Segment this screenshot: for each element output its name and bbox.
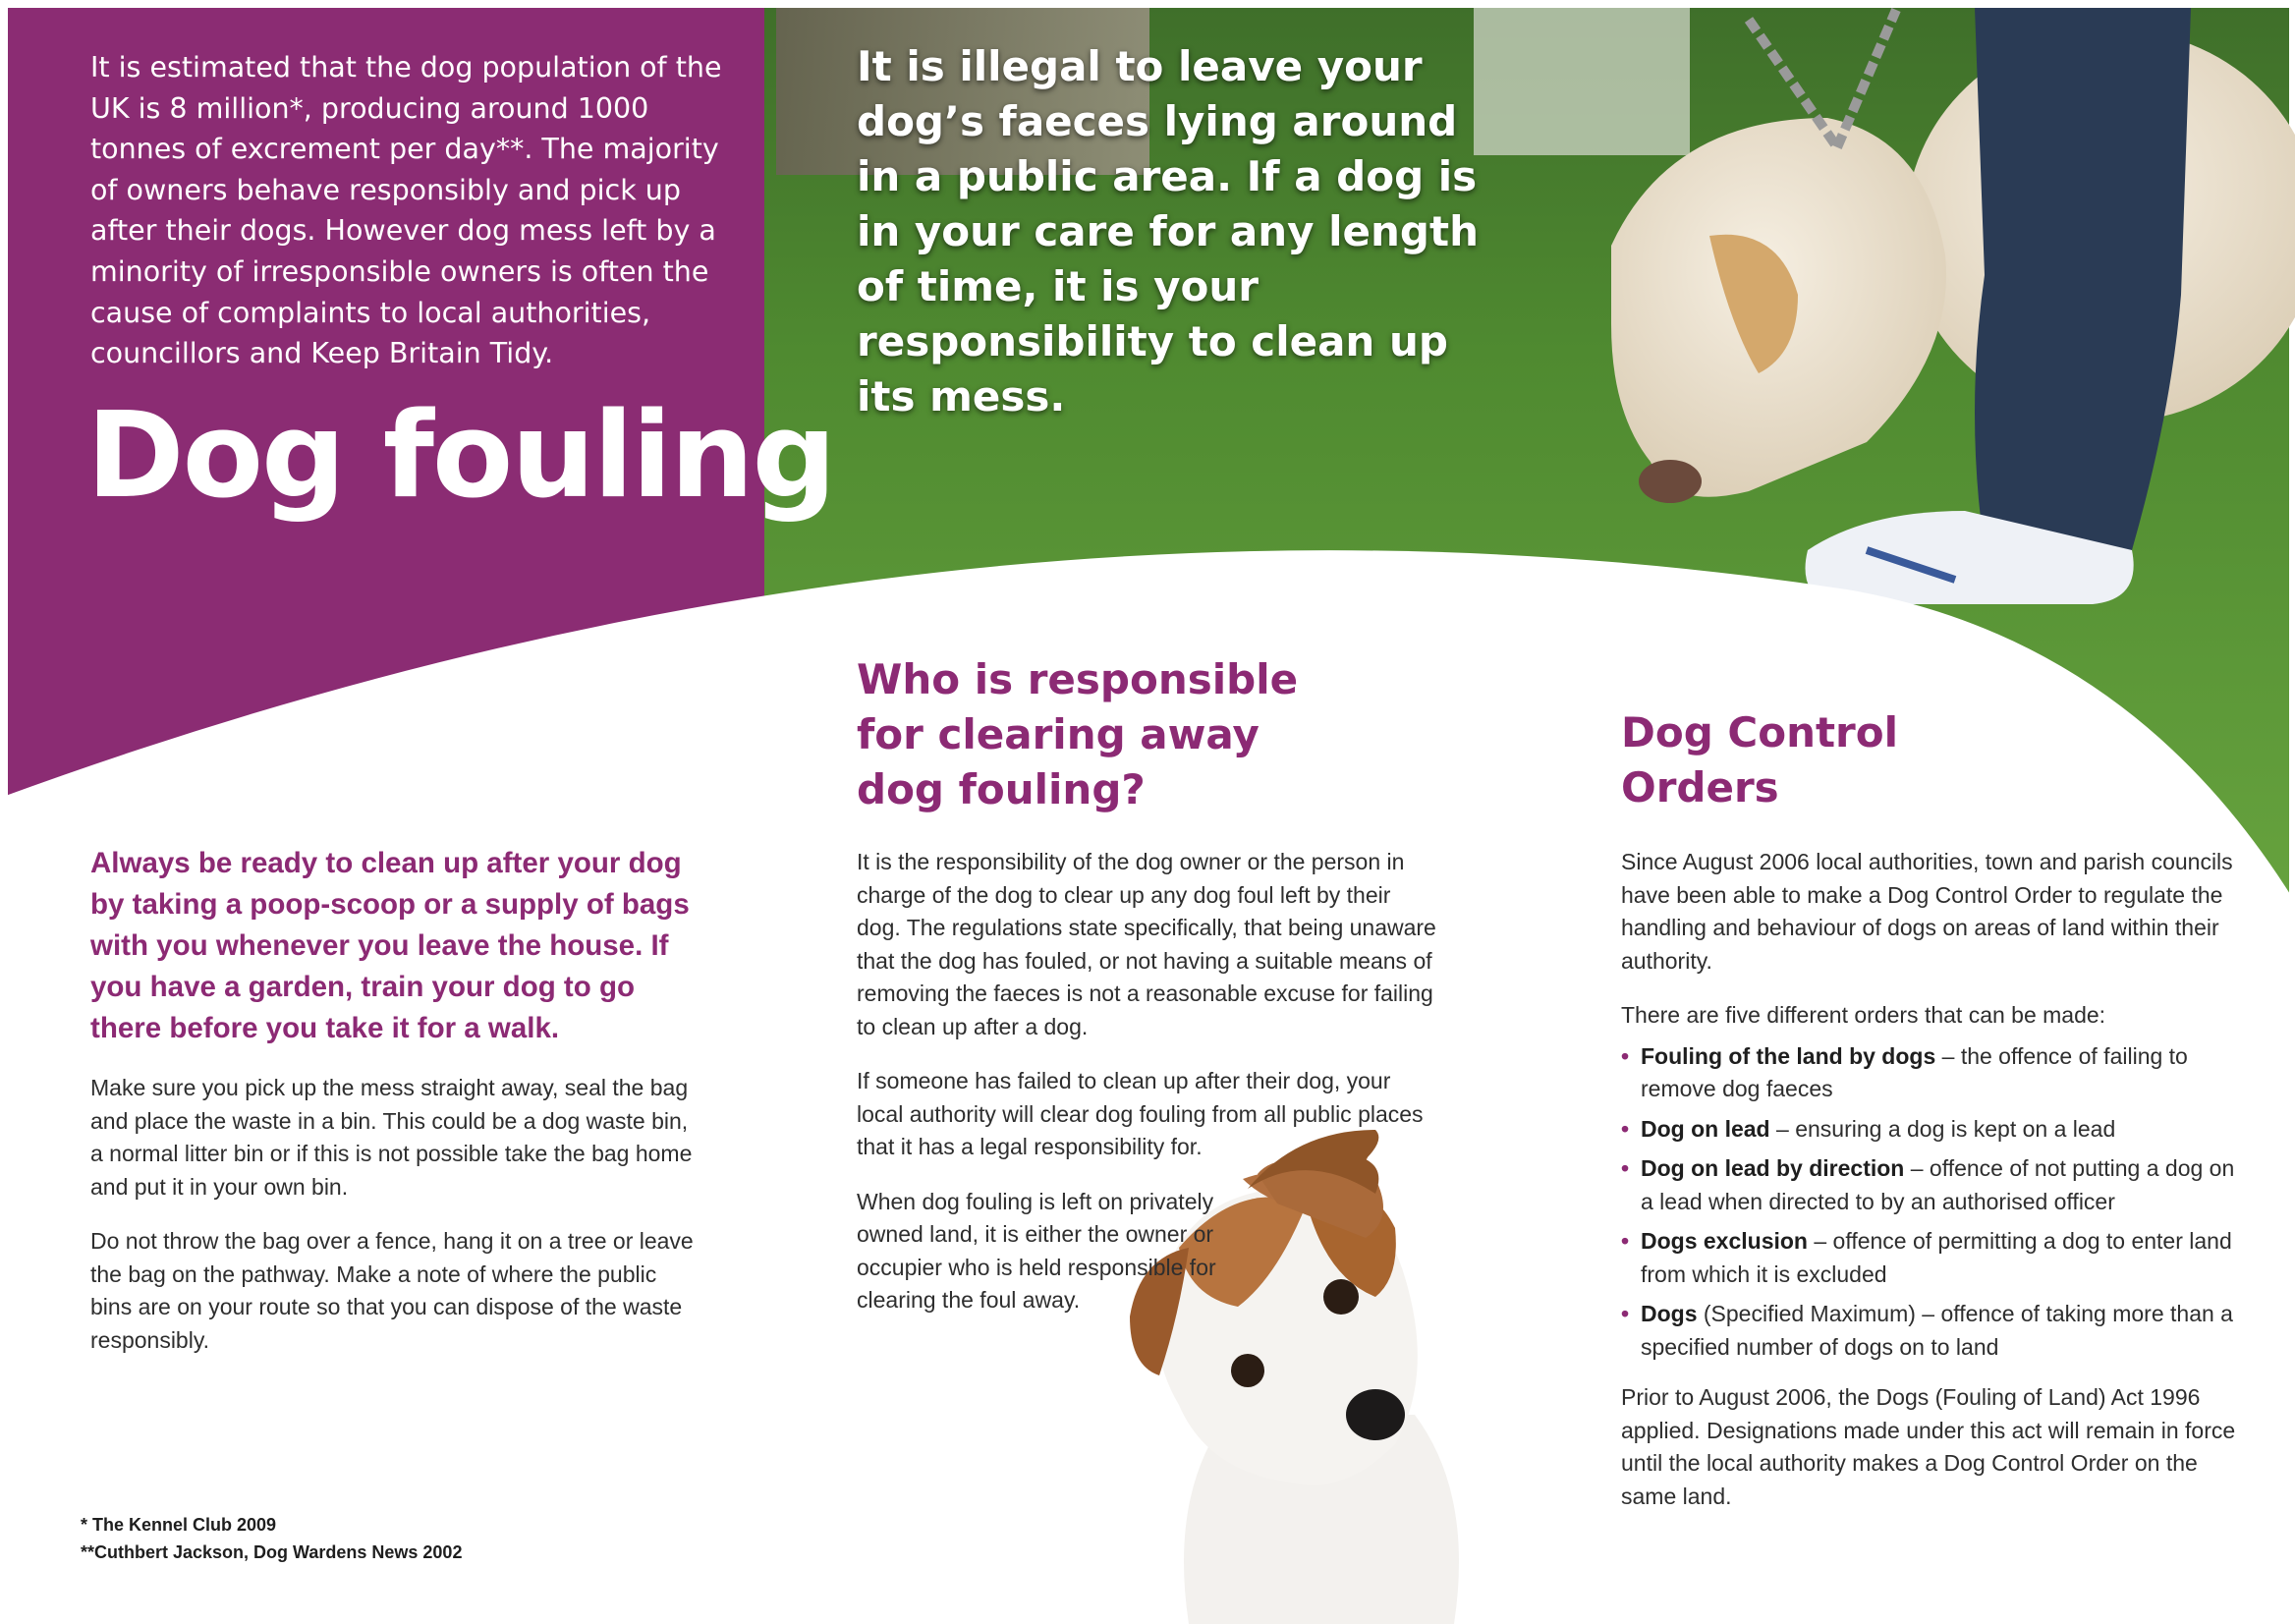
illegal-notice: It is illegal to leave your dog’s faeces lying around in a public area. If a dog is in your care for any length of time, it is your responsibility to clean up its mess. xyxy=(857,42,1479,420)
footnote-1: * The Kennel Club 2009 xyxy=(81,1515,277,1535)
bullet-icon: • xyxy=(1621,1115,1630,1142)
list-item xyxy=(1621,1152,2240,1218)
order-description: – ensuring a dog is kept on a lead xyxy=(1769,1115,2116,1142)
clean-up-advice: Always be ready to clean up after your dog by taking a poop-scoop or a supply of bags with you whenever you leave the house. If you have a garden, train your dog to go there before you take it for a walk. xyxy=(90,847,690,1044)
list-item xyxy=(1621,1298,2240,1364)
left-paragraph-1: Make sure you pick up the mess straight away, seal the bag and place the waste in a bin. This could be a dog waste bin, a normal litter bin or if this is not possible take the bag home and put it in your own bin. xyxy=(90,1075,693,1200)
middle-paragraph-2: If someone has failed to clean up after their dog, your local authority will clear dog fouling from all public places that it has a legal responsibility for. xyxy=(857,1068,1424,1159)
order-description: – offence of permitting a dog to enter land from which it is excluded xyxy=(1641,1228,2232,1287)
order-term: Dogs exclusion xyxy=(1641,1228,1808,1254)
order-description: – offence of not putting a dog on a lead when directed to by an authorised officer xyxy=(1641,1155,2235,1214)
order-description: – the offence of failing to remove dog faeces xyxy=(1641,1042,2188,1101)
responsibility-heading: Who is responsible for clearing away dog fouling? xyxy=(857,655,1299,813)
list-item xyxy=(1621,1113,2240,1147)
footnotes xyxy=(81,1511,462,1566)
dog-control-orders-heading: Dog Control Orders xyxy=(1621,708,1899,812)
list-item xyxy=(1621,1225,2240,1291)
bullet-icon: • xyxy=(1621,1155,1630,1181)
bullet-icon: • xyxy=(1621,1228,1630,1254)
footnote-2: **Cuthbert Jackson, Dog Wardens News 2002 xyxy=(81,1542,463,1562)
order-term: Dogs xyxy=(1641,1301,1698,1326)
left-column-body xyxy=(90,1072,700,1378)
sky-gap xyxy=(1474,8,1690,155)
orders-intro: There are five different orders that can be made: xyxy=(1621,1002,2106,1028)
order-term: Dog on lead by direction xyxy=(1641,1155,1905,1181)
page-title: Dog fouling xyxy=(86,388,835,525)
orders-list xyxy=(1621,1040,2240,1365)
bullet-icon: • xyxy=(1621,1042,1630,1069)
right-paragraph-2: Prior to August 2006, the Dogs (Fouling of Land) Act 1996 applied. Designations made under this act will remain in force until the local authority makes a Dog Control Order on the same land. xyxy=(1621,1384,2236,1509)
bullet-icon: • xyxy=(1621,1301,1630,1326)
middle-column-body xyxy=(857,846,1436,1339)
order-description: (Specified Maximum) – offence of taking more than a specified number of dogs on to land xyxy=(1641,1301,2233,1360)
right-paragraph-1: Since August 2006 local authorities, town and parish councils have been able to make a Dog Control Order to regulate the handling and behaviour of dogs on areas of land within their authority. xyxy=(1621,849,2233,974)
right-column-body xyxy=(1621,846,2240,1535)
order-term: Dog on lead xyxy=(1641,1115,1770,1142)
left-paragraph-2: Do not throw the bag over a fence, hang it on a tree or leave the bag on the pathway. Make a note of where the public bins are on your route so that you can dispose of the waste responsibly. xyxy=(90,1228,694,1353)
order-term: Fouling of the land by dogs xyxy=(1641,1042,1936,1069)
middle-paragraph-3: When dog fouling is left on privately owned land, it is either the owner or occupier who is held responsible for clearing the foul away. xyxy=(857,1188,1216,1313)
middle-paragraph-1: It is the responsibility of the dog owner or the person in charge of the dog to clear up any dog foul left by their dog. The regulations state specifically, that being unaware that the dog has fouled, or not having a suitable means of removing the faeces is not a reasonable excuse for failing to clean up after a dog. xyxy=(857,849,1436,1039)
intro-paragraph: It is estimated that the dog population of the UK is 8 million*, producing around 1000 tonnes of excrement per day**. The majority of owners behave responsibly and pick up after their dogs. However dog mess left by a minority of irresponsible owners is often the cause of complaints to local authorities, councillors and Keep Britain Tidy. xyxy=(90,51,722,370)
list-item xyxy=(1621,1040,2240,1106)
